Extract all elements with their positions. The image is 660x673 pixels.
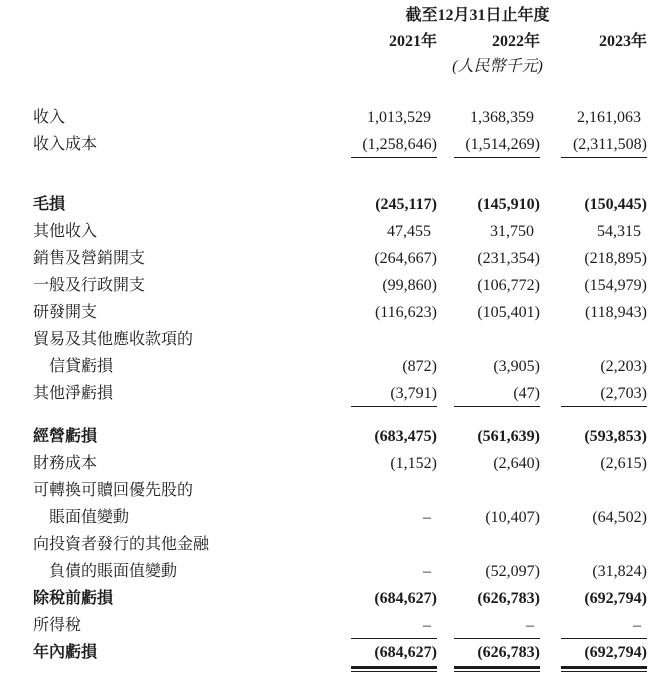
value-2021: (1,152): [390, 455, 437, 472]
value-2022: [437, 531, 540, 558]
value-2022: (231,354): [477, 250, 540, 267]
row-label: 其他淨虧損: [33, 385, 114, 402]
table-row-preferred-shares-carrying-change: [33, 504, 647, 531]
row-label: 銷售及營銷開支: [33, 250, 146, 267]
value-2023: 54,315: [597, 223, 641, 240]
value-2022: –: [437, 612, 540, 639]
row-label: 貿易及其他應收款項的: [33, 331, 194, 348]
value-2022: (105,401): [477, 304, 540, 321]
row-label: 可轉換可贖回優先股的: [33, 482, 194, 499]
row-label: 負債的賬面值變動: [49, 563, 178, 580]
row-label: 經營虧損: [33, 428, 98, 445]
row-label: 年內虧損: [33, 644, 98, 661]
row-label: 其他收入: [33, 223, 98, 240]
value-2022: (626,783): [477, 590, 540, 607]
value-2023: (692,794): [540, 639, 647, 666]
value-2023: (118,943): [584, 304, 647, 321]
value-2023: [540, 326, 647, 353]
value-2022: (1,514,269): [437, 131, 540, 158]
value-2022: (2,640): [493, 455, 540, 472]
section-spacer: [33, 158, 647, 191]
row-label: 收入: [33, 109, 66, 126]
table-header-units: [33, 55, 647, 79]
header-spacer: [33, 28, 332, 55]
table-row-other-net-losses: [33, 380, 647, 407]
row-label: 信貸虧損: [49, 358, 114, 375]
value-2021: –: [423, 563, 431, 580]
table-row-credit-losses: [33, 353, 647, 380]
row-label: 收入成本: [33, 136, 98, 153]
value-2022: [437, 326, 540, 353]
value-2022: (47): [437, 380, 540, 407]
value-2023: –: [540, 612, 647, 639]
currency-unit-note: (人民幣千元): [452, 58, 543, 75]
value-2021: [332, 477, 437, 504]
table-row-cost-of-revenue: [33, 131, 647, 158]
value-2021: –: [423, 509, 431, 526]
value-2021: (1,258,646): [332, 131, 437, 158]
table-row-trade-receivables-caption: [33, 326, 647, 353]
value-2021: [332, 326, 437, 353]
row-label: 一般及行政開支: [33, 277, 146, 294]
value-2021: (683,475): [374, 428, 437, 445]
value-2022: (10,407): [485, 509, 540, 526]
value-2022: [437, 477, 540, 504]
table-header-period: [33, 4, 647, 28]
value-2021: (872): [402, 358, 437, 375]
year-column-2023: 2023年: [598, 33, 647, 50]
row-label: 向投資者發行的其他金融: [33, 536, 210, 553]
value-2023: (218,895): [584, 250, 647, 267]
value-2023: (2,203): [600, 358, 647, 375]
table-row-rd-expenses: [33, 299, 647, 326]
row-label: 除稅前虧損: [33, 590, 114, 607]
value-2023: (593,853): [584, 428, 647, 445]
table-row-general-admin-expenses: [33, 272, 647, 299]
value-2023: (2,311,508): [540, 131, 647, 158]
table-row-finance-costs: [33, 450, 647, 477]
value-2021: (116,623): [374, 304, 437, 321]
table-row-loss-for-the-year: [33, 639, 647, 666]
value-2023: (150,445): [584, 196, 647, 213]
row-label: 研發開支: [33, 304, 98, 321]
value-2023: [540, 477, 647, 504]
value-2021: (3,791): [332, 380, 437, 407]
section-spacer: [33, 407, 647, 423]
value-2022: (106,772): [477, 277, 540, 294]
table-row-investor-liabilities-carrying-change: [33, 558, 647, 585]
value-2023: (64,502): [592, 509, 647, 526]
value-2021: (264,667): [374, 250, 437, 267]
year-column-2021: 2021年: [388, 33, 437, 50]
value-2022: (626,783): [437, 639, 540, 666]
value-2023: (692,794): [584, 590, 647, 607]
year-column-2022: 2022年: [491, 33, 540, 50]
table-row-income-tax: [33, 612, 647, 639]
table-row-other-income: [33, 218, 647, 245]
table-row-loss-before-tax: [33, 585, 647, 612]
value-2023: (2,703): [540, 380, 647, 407]
row-label: 所得稅: [33, 617, 82, 634]
value-2023: 2,161,063: [577, 109, 641, 126]
value-2023: (31,824): [592, 563, 647, 580]
value-2021: (684,627): [332, 639, 437, 666]
value-2022: (561,639): [477, 428, 540, 445]
table-row-preferred-shares-caption: [33, 477, 647, 504]
value-2022: (3,905): [493, 358, 540, 375]
table-row-revenue: [33, 104, 647, 131]
value-2021: (684,627): [374, 590, 437, 607]
value-2022: 31,750: [490, 223, 534, 240]
value-2023: (2,615): [600, 455, 647, 472]
value-2021: (99,860): [382, 277, 437, 294]
value-2022: 1,368,359: [470, 109, 534, 126]
value-2021: –: [332, 612, 437, 639]
value-2021: [332, 531, 437, 558]
value-2021: 1,013,529: [367, 109, 431, 126]
row-label: 財務成本: [33, 455, 98, 472]
value-2021: (245,117): [375, 196, 437, 213]
table-header-years: [33, 28, 647, 55]
value-2023: [540, 531, 647, 558]
period-title: 截至12月31日止年度: [405, 7, 550, 24]
value-2022: (52,097): [485, 563, 540, 580]
table-row-operating-loss: [33, 423, 647, 450]
value-2021: 47,455: [387, 223, 431, 240]
row-label: 賬面值變動: [49, 509, 130, 526]
table-row-gross-loss: [33, 191, 647, 218]
value-2023: (154,979): [584, 277, 647, 294]
row-label: 毛損: [33, 196, 66, 213]
value-2022: (145,910): [477, 196, 540, 213]
table-row-selling-marketing-expenses: [33, 245, 647, 272]
table-row-investor-liabilities-caption: [33, 531, 647, 558]
